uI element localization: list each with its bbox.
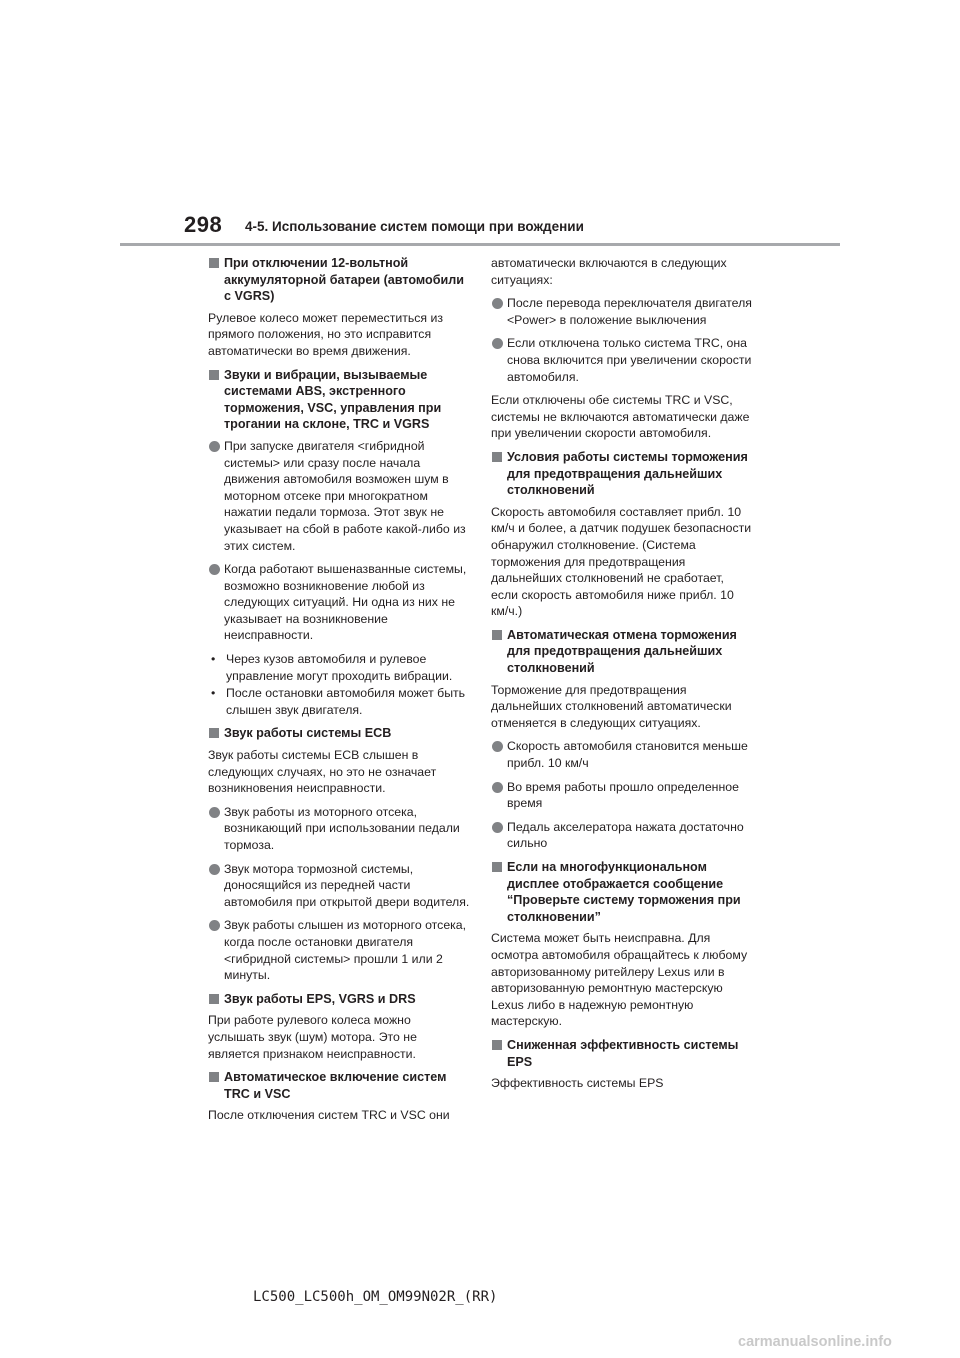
heading-text: Если на многофункциональном дисплее отображается сообщение “Проверьте систему торможения при столкновении” bbox=[507, 860, 741, 924]
section-title: 4-5. Использование систем помощи при вождении bbox=[245, 219, 584, 234]
bullet-item bbox=[208, 561, 470, 644]
section-heading bbox=[491, 1037, 753, 1070]
bullet-text: Звук работы слышен из моторного отсека, когда после остановки двигателя <гибридной системы> прошли 1 или 2 минуты. bbox=[224, 918, 467, 983]
paragraph bbox=[208, 1012, 470, 1062]
bullet-text: Скорость автомобиля становится меньше прибл. 10 км/ч bbox=[507, 739, 748, 771]
bullet-item bbox=[491, 819, 753, 852]
paragraph bbox=[491, 682, 753, 732]
square-bullet-icon bbox=[209, 728, 219, 738]
paragraph bbox=[491, 930, 753, 1030]
paragraph-text: автоматически включаются в следующих ситуациях: bbox=[491, 256, 727, 287]
header-divider bbox=[120, 243, 840, 246]
bullet-text: При запуске двигателя <гибридной системы> или сразу после начала движения автомобиля возможен шум в моторном отсеке при многократном нажатии педали тормоза. Этот звук не указывает на сбой в работе какой-либо из этих систем. bbox=[224, 438, 466, 553]
paragraph bbox=[208, 747, 470, 797]
circle-bullet-icon bbox=[492, 338, 503, 349]
section-heading bbox=[208, 255, 470, 305]
bullet-text: Если отключена только система TRC, она снова включится при увеличении скорости автомобиля. bbox=[507, 336, 752, 384]
circle-bullet-icon bbox=[209, 807, 220, 818]
paragraph bbox=[208, 310, 470, 360]
sub-bullet-text: После остановки автомобиля может быть слышен звук двигателя. bbox=[226, 686, 466, 717]
heading-text: При отключении 12-вольтной аккумуляторной батареи (автомобили с VGRS) bbox=[224, 256, 465, 304]
paragraph bbox=[491, 392, 753, 442]
heading-text: Звуки и вибрации, вызываемые системами ABS, экстренного торможения, VSC, управления при трогании на склоне, TRC и VGRS bbox=[224, 367, 442, 432]
bullet-item bbox=[208, 917, 470, 983]
sub-bullet-item bbox=[208, 685, 470, 718]
square-bullet-icon bbox=[209, 370, 219, 380]
heading-text: Звук работы EPS, VGRS и DRS bbox=[224, 991, 416, 1006]
square-bullet-icon bbox=[209, 1072, 219, 1082]
circle-bullet-icon bbox=[209, 920, 220, 931]
bullet-item bbox=[208, 804, 470, 854]
paragraph bbox=[208, 1107, 470, 1124]
bullet-item bbox=[208, 861, 470, 911]
section-heading bbox=[491, 859, 753, 925]
document-code: LC500_LC500h_OM_OM99N02R_(RR) bbox=[253, 1289, 498, 1305]
circle-bullet-icon bbox=[209, 564, 220, 575]
section-heading bbox=[208, 725, 470, 742]
watermark: carmanualsonline.info bbox=[738, 1334, 892, 1350]
heading-text: Автоматическое включение систем TRC и VSC bbox=[224, 1070, 447, 1101]
paragraph-text: Торможение для предотвращения дальнейших столкновений автоматически отменяется в следующих ситуациях. bbox=[491, 682, 732, 730]
circle-bullet-icon bbox=[492, 822, 503, 833]
section-heading bbox=[208, 991, 470, 1008]
page-number: 298 bbox=[184, 212, 223, 237]
paragraph bbox=[491, 255, 753, 288]
section-heading bbox=[208, 367, 470, 433]
bullet-text: После перевода переключателя двигателя <Power> в положение выключения bbox=[507, 296, 752, 327]
paragraph-text: Если отключены обе системы TRC и VSC, системы не включаются автоматически даже при увеличении скорости автомобиля. bbox=[491, 393, 750, 441]
sub-bullet-text: Через кузов автомобиля и рулевое управление могут проходить вибрации. bbox=[226, 652, 453, 683]
section-heading bbox=[491, 627, 753, 677]
square-bullet-icon bbox=[492, 1040, 502, 1050]
square-bullet-icon bbox=[492, 630, 502, 640]
bullet-text: Во время работы прошло определенное время bbox=[507, 779, 739, 811]
heading-text: Условия работы системы торможения для предотвращения дальнейших столкновений bbox=[507, 449, 748, 498]
paragraph-text: Эффективность системы EPS bbox=[491, 1076, 664, 1091]
section-heading bbox=[491, 449, 753, 499]
bullet-item bbox=[491, 779, 753, 812]
bullet-item bbox=[208, 438, 470, 554]
circle-bullet-icon bbox=[492, 782, 503, 793]
paragraph-text: Звук работы системы ECB слышен в следующих случаях, но это не означает возникновения неисправности. bbox=[208, 748, 437, 796]
paragraph-text: Скорость автомобиля составляет прибл. 10 км/ч и более, а датчик подушек безопасности обнаружил столкновение. (Система торможения для предотвращения дальнейших столкновений не сработает, если скорость автомобиля ниже прибл. 10 км/ч.) bbox=[491, 504, 752, 619]
sub-bullet-item bbox=[208, 651, 470, 684]
left-column bbox=[208, 255, 470, 1131]
heading-text: Звук работы системы ECB bbox=[224, 726, 392, 741]
small-bullet-icon: • bbox=[211, 686, 216, 701]
square-bullet-icon bbox=[492, 452, 502, 462]
bullet-item bbox=[491, 295, 753, 328]
circle-bullet-icon bbox=[209, 864, 220, 875]
paragraph-text: После отключения систем TRC и VSC они bbox=[208, 1108, 450, 1123]
square-bullet-icon bbox=[209, 994, 219, 1004]
paragraph-text: При работе рулевого колеса можно услышать звук (шум) мотора. Это не является признаком неисправности. bbox=[208, 1013, 417, 1061]
paragraph bbox=[491, 504, 753, 620]
paragraph bbox=[491, 1075, 753, 1092]
square-bullet-icon bbox=[492, 862, 502, 872]
paragraph-text: Система может быть неисправна. Для осмотра автомобиля обращайтесь к любому авторизованному ритейлеру Lexus или в авторизованную ремонтную мастерскую Lexus либо в надежную ремонтную мастерскую. bbox=[491, 931, 748, 1029]
section-heading bbox=[208, 1069, 470, 1102]
small-bullet-icon: • bbox=[211, 652, 216, 667]
bullet-text: Когда работают вышеназванные системы, возможно возникновение любой из следующих ситуаций. Ни одна из них не указывает на возникновение неисправности. bbox=[224, 562, 467, 643]
bullet-item bbox=[491, 335, 753, 385]
bullet-text: Педаль акселератора нажата достаточно сильно bbox=[507, 819, 744, 851]
bullet-text: Звук работы из моторного отсека, возникающий при использовании педали тормоза. bbox=[224, 804, 460, 852]
paragraph-text: Рулевое колесо может переместиться из прямого положения, но это исправится автоматически во время движения. bbox=[208, 310, 443, 358]
bullet-text: Звук мотора тормозной системы, доносящийся из передней части автомобиля при открытой двери водителя. bbox=[224, 861, 470, 909]
circle-bullet-icon bbox=[492, 298, 503, 309]
heading-text: Сниженная эффективность системы EPS bbox=[507, 1037, 739, 1069]
bullet-item bbox=[491, 738, 753, 771]
right-column bbox=[491, 255, 753, 1099]
circle-bullet-icon bbox=[492, 741, 503, 752]
circle-bullet-icon bbox=[209, 441, 220, 452]
heading-text: Автоматическая отмена торможения для предотвращения дальнейших столкновений bbox=[507, 627, 737, 676]
square-bullet-icon bbox=[209, 258, 219, 268]
